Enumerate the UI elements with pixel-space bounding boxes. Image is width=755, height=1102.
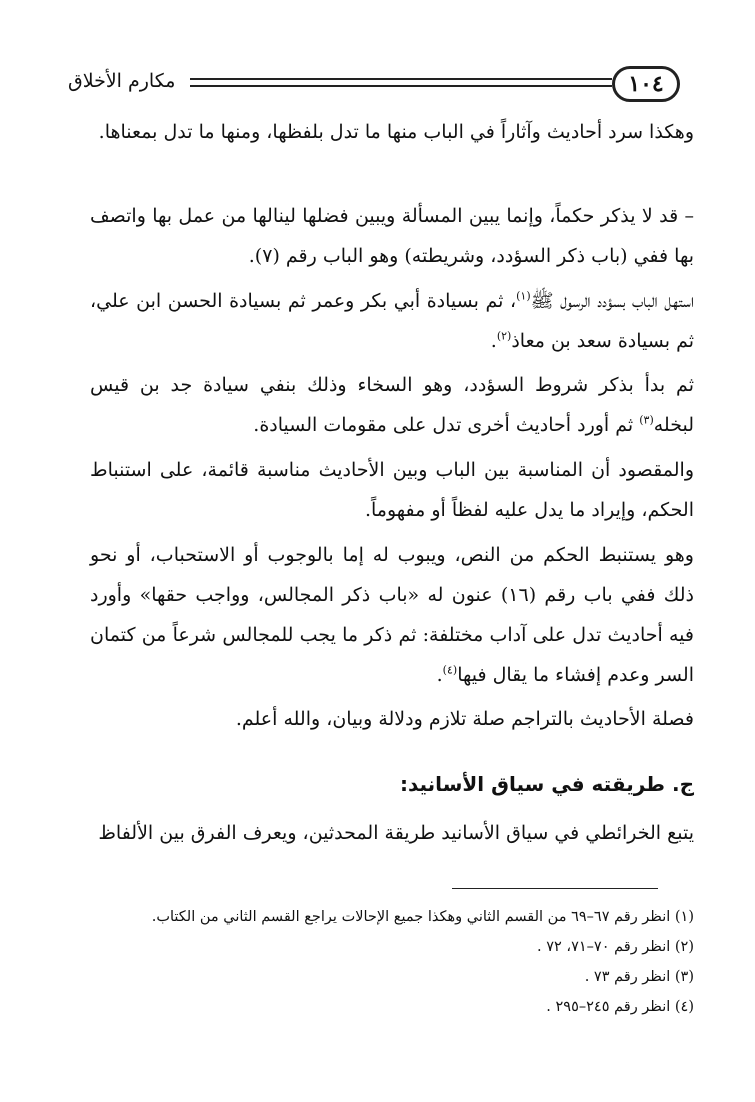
footnote-ref-3: (٣) (639, 413, 654, 427)
paragraph-4-part-a: ثم بدأ بذكر شروط السؤدد، وهو السخاء وذلك بنفي سيادة جد بن قيس لبخله (90, 374, 694, 436)
paragraph-6 (90, 535, 694, 695)
footnote-separator (452, 888, 658, 889)
footnote-2: (٢) انظر رقم ٧٠–٧١، ٧٢ . (537, 939, 694, 955)
header-double-rule (190, 78, 612, 89)
footnote-3: (٣) انظر رقم ٧٣ . (584, 969, 694, 985)
paragraph-7 (90, 699, 694, 739)
page-number (612, 66, 680, 102)
paragraph-3-text (90, 281, 694, 361)
paragraph-6-part-a: وهو يستنبط الحكم من النص، ويبوب له إما بالوجوب أو الاستحباب، أو نحو ذلك ففي باب رقم (١٦) عنون له «باب ذكر المجالس، وواجب حقها» وأورد فيه أحاديث تدل على آداب مختلفة: ثم ذكر ما يجب للمجالس شرعاً من كتمان السر وعدم إفشاء ما يقال فيها (90, 544, 694, 686)
running-title: مكارم الأخلاق (68, 70, 176, 92)
paragraph-7-text: فصلة الأحاديث بالتراجم صلة تلازم ودلالة وبيان، والله أعلم. (235, 708, 694, 730)
paragraph-4-text (90, 365, 694, 445)
paragraph-8 (90, 813, 694, 853)
paragraph-3-part-a: استهل الباب بسؤدد الرسول ﷺ (530, 290, 695, 312)
footnote-4: (٤) انظر رقم ٢٤٥–٢٩٥ . (546, 999, 694, 1015)
paragraph-4 (90, 365, 694, 445)
paragraph-6-text (90, 535, 694, 695)
section-heading: ج. طريقته في سياق الأسانيد: (399, 772, 694, 796)
paragraph-5-text: والمقصود أن المناسبة بين الباب وبين الأحاديث مناسبة قائمة، على استنباط الحكم، وإيراد ما يدل عليه لفظاً أو مفهوماً. (90, 459, 694, 521)
paragraph-6-part-b: . (436, 664, 443, 686)
page-number-text: ١٠٤ (628, 71, 664, 97)
footnotes (110, 902, 694, 1022)
paragraph-2-text: – قد لا يذكر حكماً، وإنما يبين المسألة ويبين فضلها لينالها من عمل بها واتصف بها ففي (باب ذكر السؤدد، وشريطته) وهو الباب رقم (٧). (90, 205, 694, 267)
paragraph-3 (90, 281, 694, 361)
page-header (68, 66, 680, 102)
paragraph-2 (90, 196, 694, 276)
footnote-ref-1: (١) (516, 289, 531, 303)
paragraph-1-text: وهكذا سرد أحاديث وآثاراً في الباب منها ما تدل بلفظها، ومنها ما تدل بمعناها. (98, 121, 694, 143)
paragraph-1 (90, 112, 694, 152)
paragraph-3-part-b: ، ثم بسيادة أبي بكر وعمر ثم بسيادة الحسن ابن علي، ثم بسيادة سعد بن معاذ (90, 290, 694, 352)
footnote-1: (١) انظر رقم ٦٧–٦٩ من القسم الثاني وهكذا جميع الإحالات يراجع القسم الثاني من الكتاب. (151, 909, 694, 925)
header-rule-line-top (190, 78, 612, 80)
paragraph-4-part-b: ثم أورد أحاديث أخرى تدل على مقومات السيادة. (253, 414, 640, 436)
paragraph-8-text: يتبع الخرائطي في سياق الأسانيد طريقة المحدثين، ويعرف الفرق بين الألفاظ (98, 822, 694, 844)
paragraph-3-part-c: . (490, 330, 497, 352)
paragraph-5 (90, 450, 694, 530)
header-rule-line-bottom (190, 85, 612, 87)
footnote-ref-2: (٢) (496, 329, 512, 343)
footnote-ref-4: (٤) (442, 663, 458, 677)
